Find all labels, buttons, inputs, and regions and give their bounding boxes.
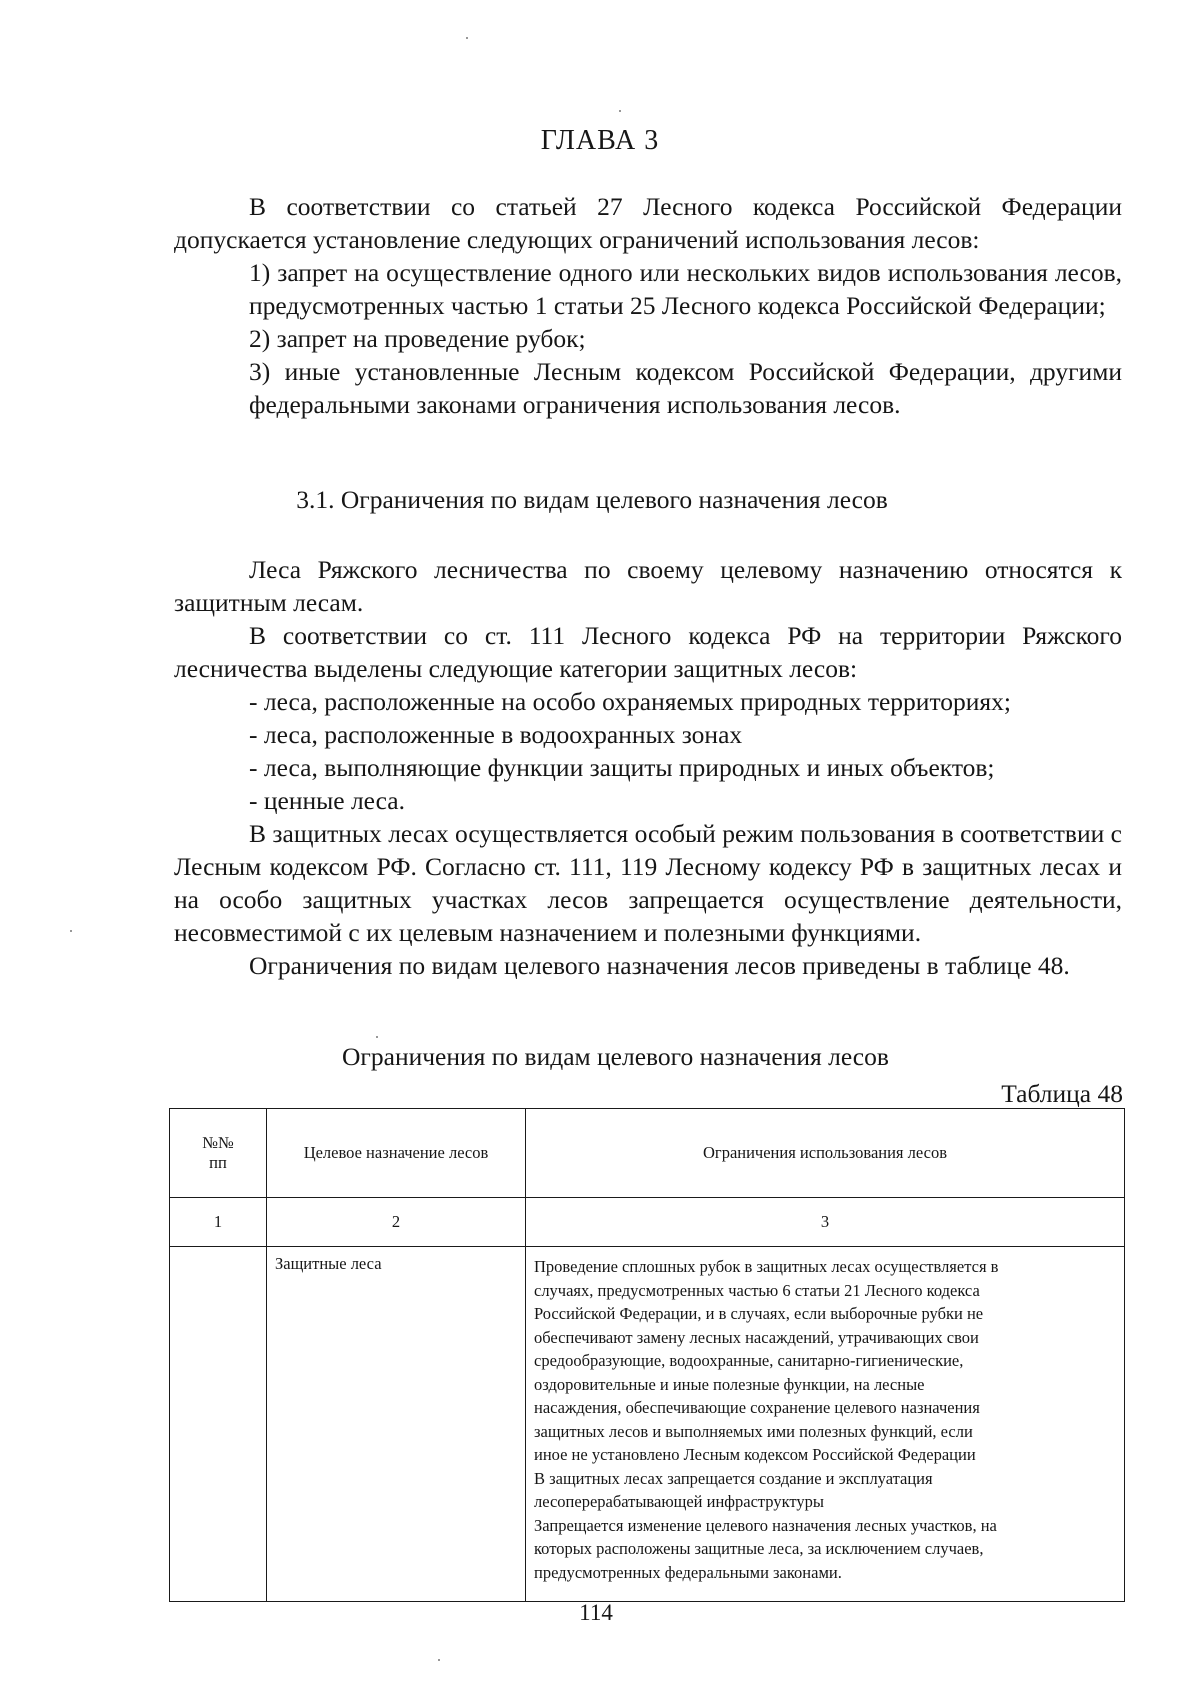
row-limits-cell bbox=[526, 1247, 1125, 1602]
limits-line: защитных лесов и выполняемых ими полезных функций, если bbox=[534, 1421, 973, 1441]
page-number-text: 114 bbox=[579, 1600, 613, 1625]
limits-line: случаях, предусмотренных частью 6 статьи 21 Лесного кодекса bbox=[534, 1280, 980, 1300]
page-number bbox=[0, 1600, 1200, 1626]
section-title bbox=[0, 485, 1200, 515]
categories-intro: В соответствии со ст. 111 Лесного кодекса РФ на территории Ряжского лесничества выделены следующие категории защитных лесов: bbox=[174, 621, 1122, 683]
restriction-item: 1) запрет на осуществление одного или нескольких видов использования лесов, предусмотренных частью 1 статьи 25 Лесного кодекса Российской Федерации; bbox=[249, 258, 1122, 320]
restrictions-table bbox=[169, 1108, 1125, 1602]
scan-speck bbox=[438, 1659, 440, 1661]
table-title: Ограничения по видам целевого назначения лесов bbox=[342, 1042, 889, 1071]
forest-block bbox=[174, 553, 1122, 982]
header-num-line: пп bbox=[209, 1153, 227, 1172]
chapter-title: ГЛАВА 3 bbox=[540, 125, 660, 156]
limits-line: средообразующие, водоохранные, санитарно-гигиенические, bbox=[534, 1351, 964, 1370]
column-number: 1 bbox=[170, 1198, 267, 1247]
limits-line: Проведение сплошных рубок в защитных лесах осуществляется в bbox=[534, 1257, 999, 1276]
scan-speck bbox=[70, 930, 72, 932]
regime-paragraph: В защитных лесах осуществляется особый режим пользования в соответствии с Лесным кодексом РФ. Согласно ст. 111, 119 Лесному кодексу РФ в защитных лесах и на особо защитных участках лесов запрещается осуществление деятельности, несовместимой с их целевым назначением и полезными функциями. bbox=[174, 819, 1122, 947]
intro-lead: В соответствии со статьей 27 Лесного кодекса Российской Федерации допускается установление следующих ограничений использования лесов: bbox=[174, 192, 1122, 254]
forest-purpose: Леса Ряжского лесничества по своему целевому назначению относятся к защитным лесам. bbox=[174, 555, 1122, 617]
table-header-row bbox=[170, 1109, 1125, 1198]
category-item: - леса, выполняющие функции защиты природных и иных объектов; bbox=[249, 753, 995, 782]
limits-line: оздоровительные и иные полезные функции, на лесные bbox=[534, 1374, 925, 1394]
intro-block bbox=[174, 190, 1122, 421]
scan-speck bbox=[376, 1036, 378, 1038]
category-item: - леса, расположенные в водоохранных зонах bbox=[249, 720, 743, 749]
limits-line: обеспечивают замену лесных насаждений, утрачивающих свои bbox=[534, 1327, 979, 1347]
row-purpose-cell: Защитные леса bbox=[267, 1247, 526, 1602]
scan-speck bbox=[619, 110, 621, 112]
limits-line: Запрещается изменение целевого назначения лесных участков, на bbox=[534, 1515, 997, 1535]
limits-line: Российской Федерации, и в случаях, если выборочные рубки не bbox=[534, 1304, 984, 1323]
table-label: Таблица 48 bbox=[1001, 1079, 1123, 1108]
table-reference: Ограничения по видам целевого назначения лесов приведены в таблице 48. bbox=[249, 951, 1070, 980]
column-number: 2 bbox=[267, 1198, 526, 1247]
header-num bbox=[170, 1109, 267, 1198]
restriction-item: 3) иные установленные Лесным кодексом Российской Федерации, другими федеральными законами ограничения использования лесов. bbox=[249, 357, 1122, 419]
restriction-item: 2) запрет на проведение рубок; bbox=[249, 324, 586, 353]
limits-line: иное не установлено Лесным кодексом Российской Федерации bbox=[534, 1445, 976, 1464]
header-limits: Ограничения использования лесов bbox=[526, 1109, 1125, 1198]
category-item: - ценные леса. bbox=[249, 786, 405, 815]
limits-line: предусмотренных федеральными законами. bbox=[534, 1562, 842, 1582]
table-row bbox=[170, 1247, 1125, 1602]
limits-line: В защитных лесах запрещается создание и эксплуатация bbox=[534, 1468, 933, 1488]
column-number-row bbox=[170, 1198, 1125, 1247]
scan-speck bbox=[466, 37, 468, 39]
limits-line: лесоперерабатывающей инфраструктуры bbox=[534, 1492, 824, 1511]
row-num-cell bbox=[170, 1247, 267, 1602]
limits-line: насаждения, обеспечивающие сохранение целевого назначения bbox=[534, 1398, 980, 1417]
limits-line: которых расположены защитные леса, за исключением случаев, bbox=[534, 1539, 984, 1558]
header-purpose: Целевое назначение лесов bbox=[267, 1109, 526, 1198]
column-number: 3 bbox=[526, 1198, 1125, 1247]
category-item: - леса, расположенные на особо охраняемых природных территориях; bbox=[249, 687, 1011, 716]
section-title-text: 3.1. Ограничения по видам целевого назначения лесов bbox=[296, 485, 888, 514]
header-num-line: №№ bbox=[202, 1133, 234, 1152]
